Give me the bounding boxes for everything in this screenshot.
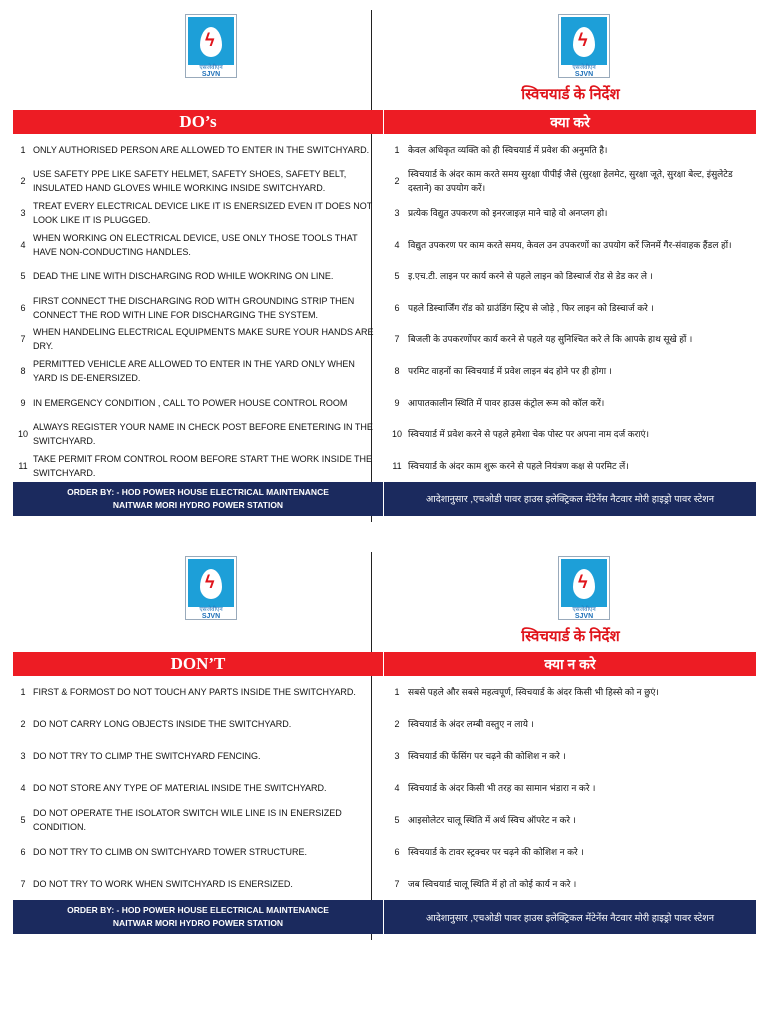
item-hindi: [384, 836, 756, 868]
item-number: 7: [394, 879, 400, 889]
item-number: 10: [17, 429, 28, 440]
item-hindi-text: स्विचयार्ड की फेंसिंग पर चढ़ने की कोशिश न करे ।: [408, 751, 566, 761]
item-english: [13, 324, 384, 356]
logo-hindi-text: एसजेवीएन: [572, 607, 596, 613]
item-number: 1: [20, 144, 26, 155]
item-english-text: TAKE PERMIT FROM CONTROL ROOM BEFORE START THE WORK INSIDE THE SWITCHYARD.: [33, 453, 373, 478]
item-number: 6: [20, 847, 26, 857]
item-english-text: USE SAFETY PPE LIKE SAFETY HELMET, SAFETY SHOES, SAFETY BELT, INSULATED HAND GLOVES WHILE WORKING INSIDE SWITCHYARD.: [33, 169, 347, 194]
list-item: [13, 772, 756, 804]
item-english: [13, 197, 384, 229]
item-hindi: [384, 676, 756, 708]
item-number: 8: [20, 365, 26, 376]
item-english: [13, 292, 384, 324]
item-english: [13, 355, 384, 387]
item-hindi-text: स्विचयार्ड के टावर स्ट्रक्चर पर चढ़ने की कोशिश न करे ।: [408, 847, 584, 857]
item-number: 1: [394, 687, 400, 697]
item-number: 4: [20, 783, 26, 793]
list-item: [13, 418, 756, 450]
item-number: 6: [394, 847, 400, 857]
item-hindi-text: इ.एच.टी. लाइन पर कार्य करने से पहले लाइन को डिस्चार्ज रोड से डेड कर ले ।: [408, 271, 653, 282]
lightning-icon: ϟ: [578, 572, 588, 592]
item-number: 7: [20, 334, 26, 345]
order-by-english: [13, 482, 384, 516]
item-hindi: [384, 134, 756, 166]
item-english-text: TREAT EVERY ELECTRICAL DEVICE LIKE IT IS ENERSIZED EVEN IT DOES NOT LOOK LIKE IT IS PLUGGED.: [33, 200, 373, 225]
item-hindi: [384, 355, 756, 387]
list-item: [13, 355, 756, 387]
item-hindi-text: स्विचयार्ड के अंदर लम्बी वस्तुए न लाये ।: [408, 719, 534, 729]
list-item: [13, 229, 756, 261]
logo-english-text: SJVN: [574, 71, 594, 78]
item-number: 1: [394, 144, 400, 155]
item-number: 2: [394, 719, 400, 729]
list-item: [13, 804, 756, 836]
item-english-text: PERMITTED VEHICLE ARE ALLOWED TO ENTER IN THE YARD ONLY WHEN YARD IS DE-ENERSIZED.: [33, 358, 355, 383]
item-hindi: [384, 740, 756, 772]
donts-header: [13, 652, 756, 676]
item-english-text: FIRST CONNECT THE DISCHARGING ROD WITH GROUNDING STRIP THEN CONNECT THE ROD WITH LINE FOR DISCHARGING THE SYSTEM.: [33, 295, 355, 320]
dos-title: DO’s: [13, 110, 384, 134]
lightning-icon: ϟ: [205, 30, 215, 50]
donts-title-hindi: क्या न करे: [544, 655, 596, 672]
logo-hindi-text: एसजेवीएन: [199, 607, 223, 613]
item-english-text: DO NOT STORE ANY TYPE OF MATERIAL INSIDE THE SWITCHYARD.: [33, 783, 327, 793]
donts-title: DON’T: [13, 652, 384, 676]
order-by-hindi: आदेशानुसार ,एचओडी पावर हाउस इलेक्ट्रिकल मेंटेनेंस नैटवार मोरी हाइड्रो पावर स्टेशन: [425, 912, 714, 924]
item-hindi-text: आपातकालीन स्थिति में पावर हाउस कंट्रोल रूम को कॉल करें।: [408, 397, 605, 408]
item-number: 9: [20, 397, 26, 408]
item-english-text: FIRST & FORMOST DO NOT TOUCH ANY PARTS INSIDE THE SWITCHYARD.: [33, 687, 356, 697]
dos-logo-row: [13, 10, 756, 110]
item-number: 10: [391, 429, 402, 440]
list-item: [13, 197, 756, 229]
order-footer: [13, 482, 756, 516]
item-english: [13, 804, 384, 836]
item-number: 2: [394, 176, 400, 187]
item-english: [13, 229, 384, 261]
item-english: [13, 387, 384, 419]
sjvn-logo: [558, 556, 610, 620]
dos-list: [13, 134, 756, 482]
item-english: [13, 836, 384, 868]
item-hindi-text: केवल अधिकृत व्यक्ति को ही स्विचयार्ड में प्रवेश की अनुमति है।: [408, 144, 608, 155]
donts-panel: [13, 552, 756, 934]
item-english: [13, 740, 384, 772]
item-english: [13, 772, 384, 804]
list-item: [13, 676, 756, 708]
switchyard-instructions-title: स्विचयार्ड के निर्देश: [521, 86, 620, 103]
lightning-icon: ϟ: [578, 30, 588, 50]
logo-hindi-text: एसजेवीएन: [199, 65, 223, 71]
item-hindi: [384, 166, 756, 198]
logo-hindi-text: एसजेवीएन: [572, 65, 596, 71]
item-number: 2: [20, 719, 26, 729]
item-hindi: [384, 387, 756, 419]
item-hindi-text: बिजली के उपकरणोंपर कार्य करने से पहले यह सुनिश्चित करे ले कि आपके हाथ सूखे हों ।: [408, 334, 693, 345]
dos-title-hindi: क्या करे: [550, 113, 590, 130]
item-english-text: ONLY AUTHORISED PERSON ARE ALLOWED TO ENTER IN THE SWITCHYARD.: [33, 144, 370, 155]
item-hindi: [384, 708, 756, 740]
item-hindi-text: स्विचयार्ड के अंदर काम करते समय सुरक्षा पीपीई जैसे (सुरक्षा हेलमेट, सुरक्षा जूते, सुरक्षा बेल्ट, इंसुलेटेड दस्ताने) का उपयोग करें।: [408, 169, 733, 194]
dos-header: [13, 110, 756, 134]
item-hindi: [384, 450, 756, 482]
item-number: 5: [20, 271, 26, 282]
item-english-text: DO NOT TRY TO WORK WHEN SWITCHYARD IS ENERSIZED.: [33, 879, 293, 889]
logo-english-text: SJVN: [201, 613, 221, 620]
item-hindi: [384, 229, 756, 261]
item-number: 9: [394, 397, 400, 408]
item-hindi-text: स्विचयार्ड के अंदर काम शुरू करने से पहले नियंत्रण कक्ष से परमिट लें।: [408, 460, 629, 471]
order-line-1: ORDER BY: - HOD POWER HOUSE ELECTRICAL MAINTENANCE: [67, 486, 329, 497]
item-hindi-text: पहले डिस्चार्जिंग रॉड को ग्राउंडिंग स्ट्रिप से जोड़े , फिर लाइन को डिस्चार्ज करे ।: [408, 302, 654, 313]
item-english-text: IN EMERGENCY CONDITION , CALL TO POWER HOUSE CONTROL ROOM: [33, 397, 348, 408]
item-english: [13, 134, 384, 166]
donts-list: [13, 676, 756, 900]
item-number: 2: [20, 176, 26, 187]
order-line-2: NAITWAR MORI HYDRO POWER STATION: [112, 499, 284, 510]
item-hindi: [384, 418, 756, 450]
list-item: [13, 166, 756, 198]
order-line-1: ORDER BY: - HOD POWER HOUSE ELECTRICAL MAINTENANCE: [67, 905, 329, 915]
item-hindi-text: स्विचयार्ड में प्रवेश करने से पहले हमेशा चेक पोस्ट पर अपना नाम दर्ज कराएं।: [408, 429, 650, 440]
item-number: 3: [20, 207, 26, 218]
item-english-text: DO NOT CARRY LONG OBJECTS INSIDE THE SWITCHYARD.: [33, 719, 292, 729]
item-english-text: DEAD THE LINE WITH DISCHARGING ROD WHILE WOKRING ON LINE.: [33, 271, 334, 282]
item-number: 7: [20, 879, 26, 889]
item-number: 5: [394, 271, 400, 282]
sjvn-logo: [185, 14, 237, 78]
item-english: [13, 868, 384, 900]
order-by-english: [13, 900, 384, 934]
list-item: [13, 134, 756, 166]
item-number: 4: [20, 239, 26, 250]
item-number: 3: [394, 751, 400, 761]
item-hindi-text: जब स्विचयार्ड चालू स्थिति में हो तो कोई कार्य न करे ।: [408, 879, 577, 889]
item-number: 11: [392, 460, 402, 471]
logo-english-text: SJVN: [574, 613, 594, 620]
item-english-text: WHEN HANDELING ELECTRICAL EQUIPMENTS MAKE SURE YOUR HANDS ARE DRY.: [33, 327, 374, 352]
list-item: [13, 450, 756, 482]
item-english: [13, 708, 384, 740]
item-number: 4: [394, 239, 400, 250]
dos-panel: [13, 10, 756, 516]
item-hindi: [384, 324, 756, 356]
item-english-text: WHEN WORKING ON ELECTRICAL DEVICE, USE ONLY THOSE TOOLS THAT HAVE NON-CONDUCTING HANDLES.: [33, 232, 358, 257]
item-hindi: [384, 292, 756, 324]
order-line-2: NAITWAR MORI HYDRO POWER STATION: [112, 918, 284, 928]
item-hindi-text: आइसोलेटर चालू स्थिति में अर्थ स्विच ऑपरेट न करे ।: [408, 815, 576, 825]
list-item: [13, 740, 756, 772]
item-number: 6: [20, 302, 26, 313]
item-hindi-text: विद्युत उपकरण पर काम करते समय, केवल उन उपकरणों का उपयोग करें जिनमें गैर-संवाहक हैंडल हों।: [408, 239, 732, 250]
item-english: [13, 260, 384, 292]
list-item: [13, 708, 756, 740]
item-hindi: [384, 868, 756, 900]
item-english-text: DO NOT TRY TO CLIMB ON SWITCHYARD TOWER STRUCTURE.: [33, 847, 308, 857]
item-english: [13, 450, 384, 482]
item-english: [13, 166, 384, 198]
donts-logo-row: [13, 552, 756, 652]
switchyard-instructions-title: स्विचयार्ड के निर्देश: [521, 628, 620, 645]
item-hindi: [384, 772, 756, 804]
item-hindi-text: स्विचयार्ड के अंदर किसी भी तरह का सामान भंडारा न करे ।: [408, 783, 596, 793]
item-hindi-text: परमिट वाहनों का स्विचयार्ड में प्रवेश लाइन बंद होने पर ही होगा ।: [408, 365, 612, 376]
item-hindi-text: प्रत्येक विद्युत उपकरण को इनरजाइज़ माने चाहे वो अनप्लग हो।: [408, 207, 608, 218]
item-number: 5: [394, 815, 400, 825]
item-number: 3: [20, 751, 26, 761]
item-hindi-text: सबसे पहले और सबसे महत्वपूर्ण, स्विचयार्ड के अंदर किसी भी हिस्से को न छुएं।: [408, 687, 659, 697]
list-item: [13, 260, 756, 292]
item-english-text: ALWAYS REGISTER YOUR NAME IN CHECK POST BEFORE ENETERING IN THE SWITCHYARD.: [33, 422, 373, 447]
item-english: [13, 676, 384, 708]
list-item: [13, 387, 756, 419]
logo-english-text: SJVN: [201, 71, 221, 78]
list-item: [13, 868, 756, 900]
item-number: 3: [394, 207, 400, 218]
lightning-icon: ϟ: [205, 572, 215, 592]
item-number: 7: [394, 334, 400, 345]
item-number: 1: [20, 687, 26, 697]
item-hindi: [384, 260, 756, 292]
order-footer: [13, 900, 756, 934]
sjvn-logo: [185, 556, 237, 620]
list-item: [13, 836, 756, 868]
list-item: [13, 292, 756, 324]
item-hindi: [384, 804, 756, 836]
list-item: [13, 324, 756, 356]
order-by-hindi: आदेशानुसार ,एचओडी पावर हाउस इलेक्ट्रिकल मेंटेनेंस नैटवार मोरी हाइड्रो पावर स्टेशन: [425, 494, 714, 506]
sjvn-logo: [558, 14, 610, 78]
item-number: 6: [394, 302, 400, 313]
item-hindi: [384, 197, 756, 229]
item-english: [13, 418, 384, 450]
item-english-text: DO NOT OPERATE THE ISOLATOR SWITCH WILE LINE IS IN ENERSIZED CONDITION.: [33, 808, 342, 832]
item-number: 4: [394, 783, 400, 793]
item-number: 8: [394, 365, 400, 376]
item-english-text: DO NOT TRY TO CLIMP THE SWITCHYARD FENCING.: [33, 751, 261, 761]
item-number: 11: [18, 460, 28, 471]
item-number: 5: [20, 815, 26, 825]
